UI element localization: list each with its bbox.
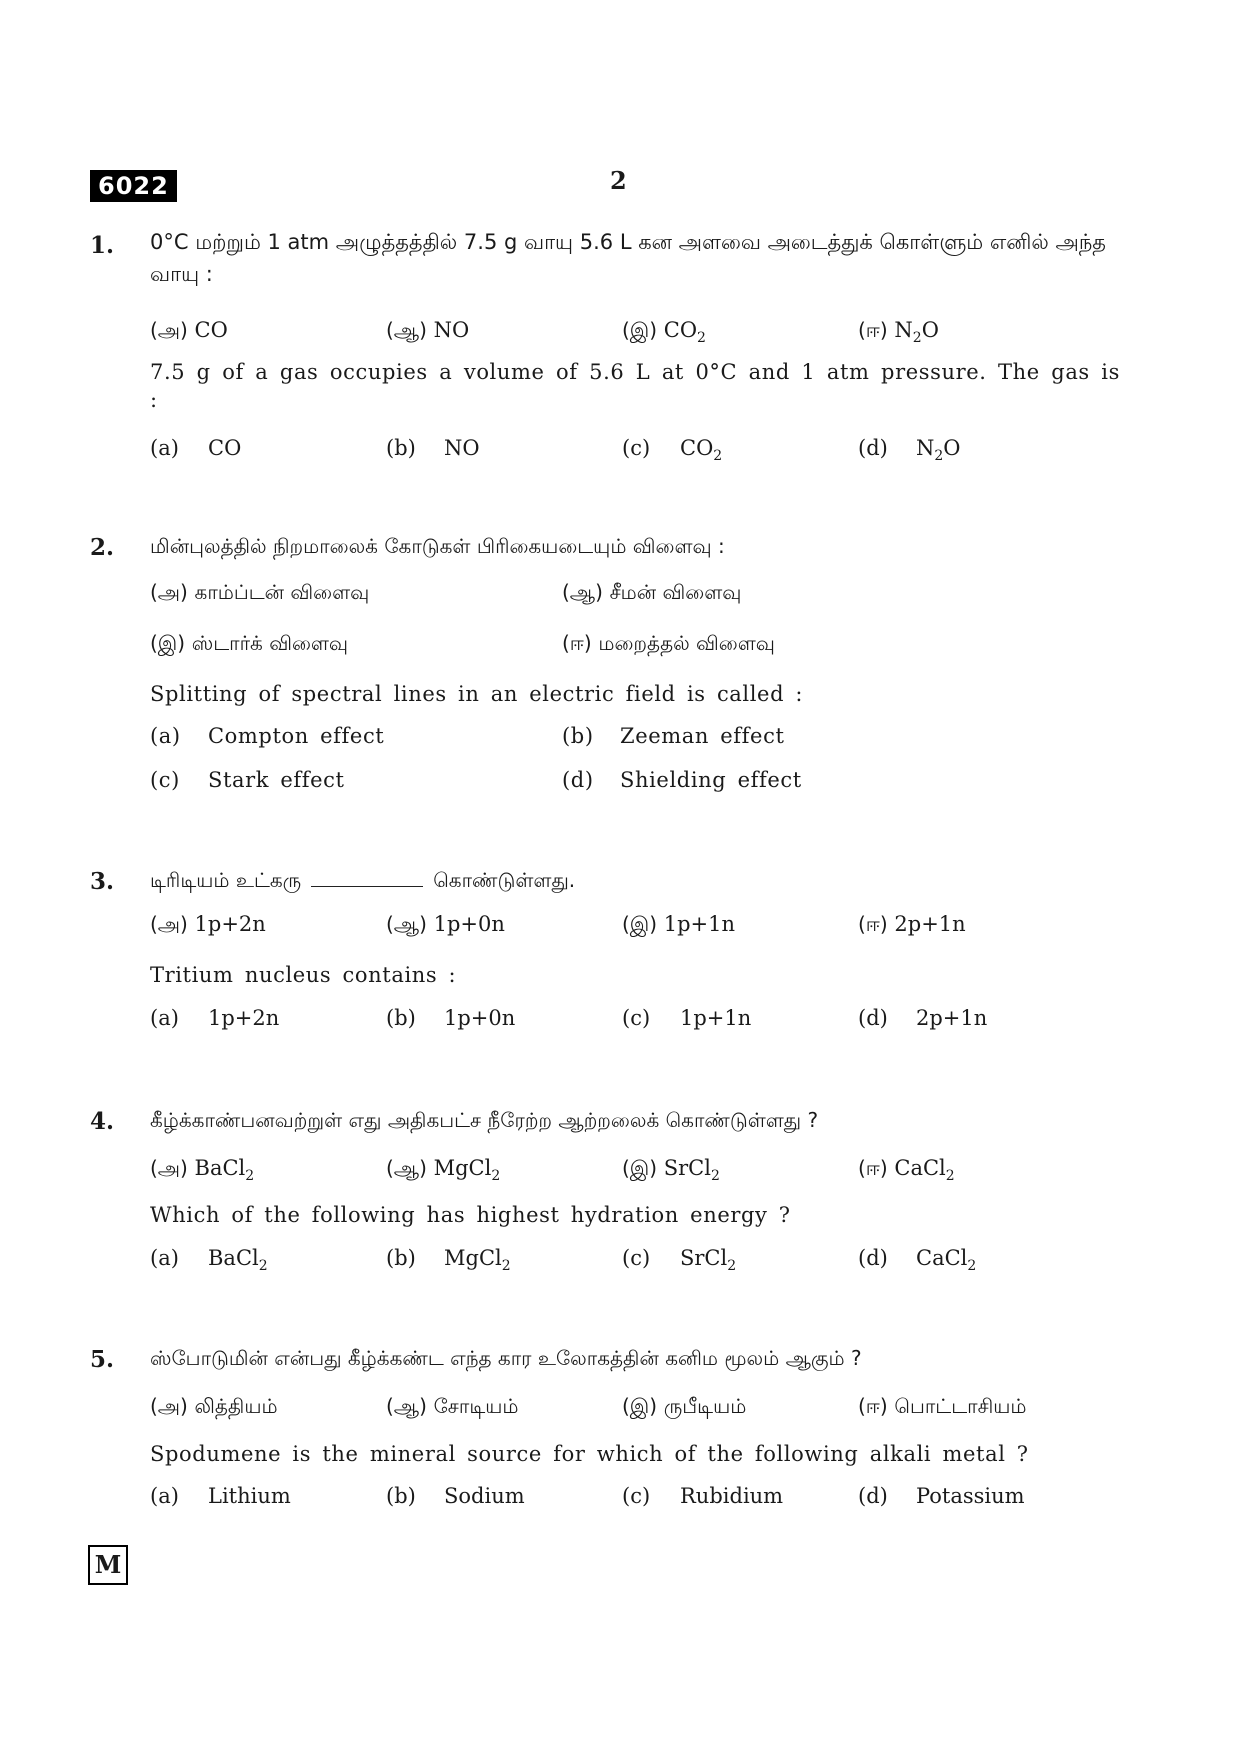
question-text-tamil: ஸ்போடுமின் என்பது கீழ்க்கண்ட எந்த கார உலோகத்தின் கனிம மூலம் ஆகும் ? [150,1346,862,1370]
question-text-tamil: 0°C மற்றும் 1 atm அழுத்தத்தில் 7.5 g வாயு 5.6 L கன அளவை அடைத்துக் கொள்ளும் எனில் அந்த வாயு : [150,230,1106,286]
option-tamil-b: (ஆ) MgCl$_2$ [386,1156,501,1184]
english-options [150,1006,1120,1040]
option-tamil-a: (அ) லித்தியம் [150,1394,278,1418]
page-number: 2 [610,166,627,195]
option-tamil-b: (ஆ) சோடியம் [386,1394,519,1418]
option-tamil-d: (ஈ) CaCl$_2$ [858,1156,955,1184]
option-tamil-b: (ஆ) NO [386,318,470,342]
option-english-a: (a) BaCl$_2$ [150,1246,268,1274]
option-tamil-c: (இ) ஸ்டார்க் விளைவு [150,631,349,655]
option-english-a: (a) CO [150,436,242,460]
option-tamil-c: (இ) ருபீடியம் [622,1394,747,1418]
option-english-d: (d) Potassium [858,1484,1025,1508]
question-text-before-blank: டிரிடியம் உட்கரு [150,868,302,892]
option-english-b: (b) NO [386,436,480,460]
option-tamil-a: (அ) BaCl$_2$ [150,1156,255,1184]
option-tamil-c: (இ) $CO_2$ [622,318,706,346]
option-tamil-b: (ஆ) 1p+0n [386,912,505,936]
question-number: 4. [90,1108,115,1135]
option-english-d: (d) Shielding effect [562,768,802,792]
english-options [150,768,1120,802]
option-tamil-c: (இ) SrCl$_2$ [622,1156,720,1184]
tamil-options [150,1394,1120,1428]
question-number: 2. [90,534,115,561]
question-text-english: Tritium nucleus contains : [150,963,457,987]
option-english-c: (c) $CO_2$ [622,436,723,464]
question-text-english: Spodumene is the mineral source for which of the following alkali metal ? [150,1442,1029,1466]
fill-blank [311,866,423,887]
option-tamil-b: (ஆ) சீமன் விளைவு [562,580,742,604]
option-english-a: (a) 1p+2n [150,1006,280,1030]
question-number: 3. [90,868,115,895]
option-english-b: (b) Zeeman effect [562,724,785,748]
option-english-b: (b) Sodium [386,1484,525,1508]
option-english-d: (d) 2p+1n [858,1006,988,1030]
medium-mark-box: M [88,1545,128,1585]
option-english-c: (c) Stark effect [150,768,345,792]
option-tamil-d: (ஈ) மறைத்தல் விளைவு [562,631,775,655]
option-tamil-a: (அ) காம்ப்டன் விளைவு [150,580,370,604]
question-text-english: Splitting of spectral lines in an electric field is called : [150,682,804,706]
tamil-options [150,580,1120,614]
option-tamil-c: (இ) 1p+1n [622,912,736,936]
option-english-b: (b) 1p+0n [386,1006,516,1030]
question-number: 1. [90,232,115,259]
option-english-d: (d) CaCl$_2$ [858,1246,977,1274]
option-tamil-d: (ஈ) பொட்டாசியம் [858,1394,1027,1418]
option-tamil-d: (ஈ) 2p+1n [858,912,966,936]
option-tamil-a: (அ) 1p+2n [150,912,266,936]
question-text-english: 7.5 g of a gas occupies a volume of 5.6 L at 0°C and 1 atm pressure. The gas is : [150,360,1120,412]
question-text-after-blank: கொண்டுள்ளது. [433,868,576,892]
tamil-options [150,1156,1120,1190]
option-english-a: (a) Compton effect [150,724,385,748]
option-tamil-d: (ஈ) $N_2O$ [858,318,939,346]
tamil-options [150,912,1120,946]
option-tamil-a: (அ) CO [150,318,228,342]
option-english-d: (d) $N_2O$ [858,436,961,464]
english-options [150,1484,1120,1518]
option-english-c: (c) Rubidium [622,1484,784,1508]
question-text-english: Which of the following has highest hydration energy ? [150,1203,791,1227]
option-english-b: (b) MgCl$_2$ [386,1246,511,1274]
question-number: 5. [90,1346,115,1373]
option-english-c: (c) 1p+1n [622,1006,752,1030]
question-text-tamil: கீழ்க்காண்பனவற்றுள் எது அதிகபட்ச நீரேற்ற ஆற்றலைக் கொண்டுள்ளது ? [150,1108,819,1132]
english-options [150,436,1120,470]
question-text-tamil: மின்புலத்தில் நிறமாலைக் கோடுகள் பிரிகையடையும் விளைவு : [150,534,725,558]
question-text-tamil [150,864,1120,896]
option-english-a: (a) Lithium [150,1484,291,1508]
english-options [150,724,1120,758]
option-english-c: (c) SrCl$_2$ [622,1246,737,1274]
english-options [150,1246,1120,1280]
tamil-options [150,631,1120,665]
paper-code-badge: 6022 [90,170,177,202]
tamil-options [150,318,1120,352]
